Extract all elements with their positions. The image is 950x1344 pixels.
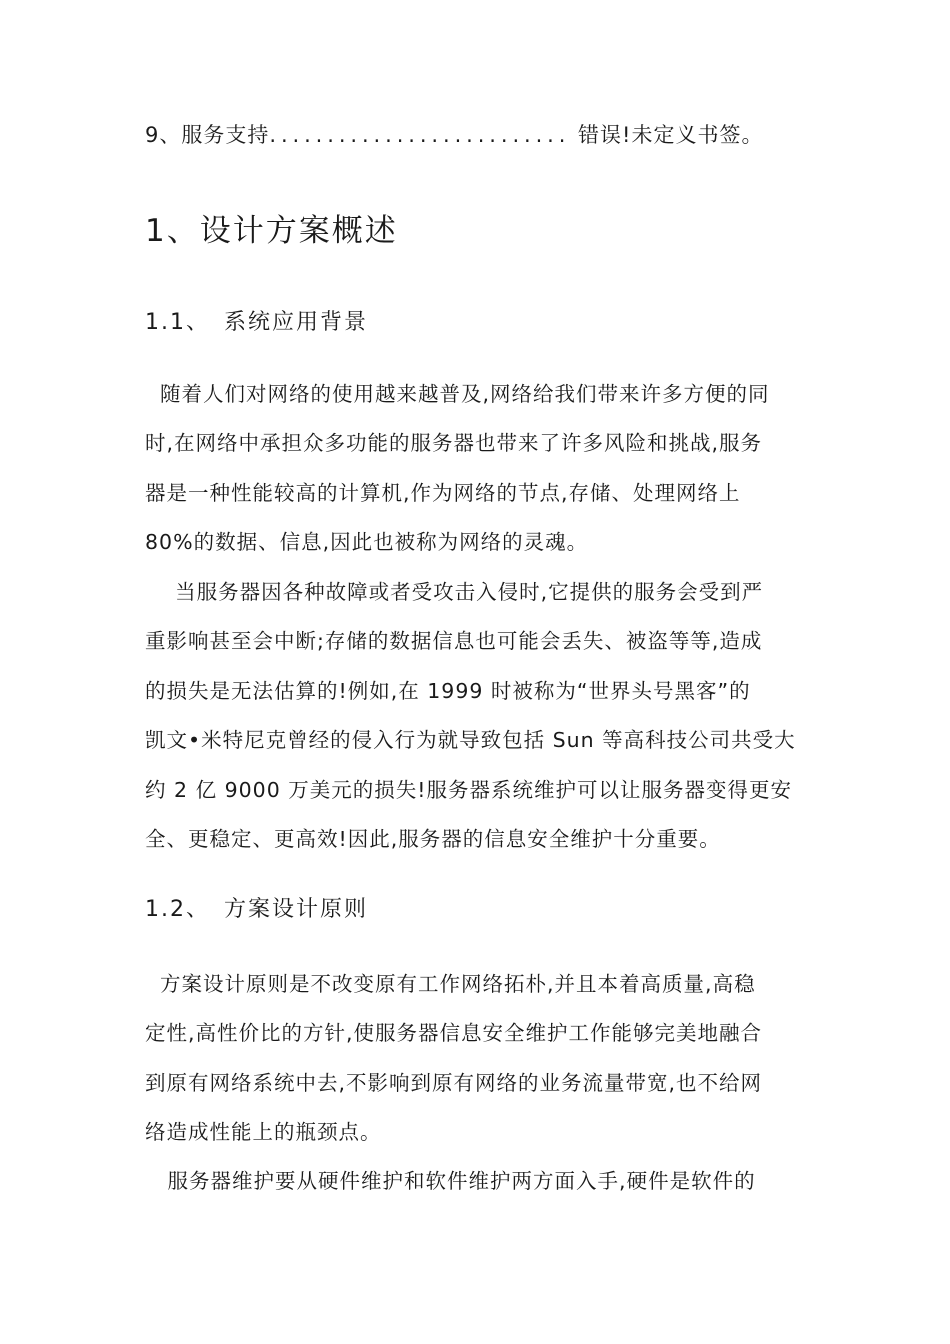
paragraph-line: 定性,高性价比的方针,使服务器信息安全维护工作能够完美地融合 [145,1021,763,1046]
paragraph-background-2 [145,568,810,864]
paragraph-line: 重影响甚至会中断;存储的数据信息也可能会丢失、被盗等等,造成 [145,629,763,654]
toc-entry[interactable] [145,118,815,152]
paragraph-line: 随着人们对网络的使用越来越普及,网络给我们带来许多方便的同 [145,382,770,406]
section-number: 1.1、 [145,310,210,335]
paragraph-line: 时,在网络中承担众多功能的服务器也带来了许多风险和挑战,服务 [145,431,763,456]
paragraph-principles-2 [145,1157,810,1206]
section-heading-1-2 [145,893,368,927]
paragraph-background-1 [145,370,810,568]
section-heading-1: 1、设计方案概述 [145,213,398,249]
paragraph-line: 服务器维护要从硬件维护和软件维护两方面入手,硬件是软件的 [145,1169,756,1193]
toc-page-ref: 错误!未定义书签。 [578,123,764,147]
paragraph-line: 方案设计原则是不改变原有工作网络拓朴,并且本着高质量,高稳 [145,972,756,996]
paragraph-line: 约 2 亿 9000 万美元的损失!服务器系统维护可以让服务器变得更安 [145,777,792,802]
section-title: 系统应用背景 [224,310,369,335]
toc-entry-title: 9、服务支持 [145,123,270,147]
paragraph-line: 到原有网络系统中去,不影响到原有网络的业务流量带宽,也不给网 [145,1070,763,1095]
section-number: 1.2、 [145,897,210,922]
paragraph-principles-1 [145,960,810,1158]
section-title: 方案设计原则 [224,897,369,922]
paragraph-line: 当服务器因各种故障或者受攻击入侵时,它提供的服务会受到严 [145,580,764,604]
toc-leader-dots: .......................... [269,123,571,147]
paragraph-line: 凯文•米特尼克曾经的侵入行为就导致包括 Sun 等高科技公司共受大 [145,728,796,753]
paragraph-line: 络造成性能上的瓶颈点。 [145,1120,382,1145]
section-heading-1-1 [145,306,368,340]
paragraph-line: 80%的数据、信息,因此也被称为网络的灵魂。 [145,530,589,555]
paragraph-line: 全、更稳定、更高效!因此,服务器的信息安全维护十分重要。 [145,826,721,851]
paragraph-line: 的损失是无法估算的!例如,在 1999 时被称为“世界头号黑客”的 [145,678,751,703]
paragraph-line: 器是一种性能较高的计算机,作为网络的节点,存储、处理网络上 [145,480,741,505]
